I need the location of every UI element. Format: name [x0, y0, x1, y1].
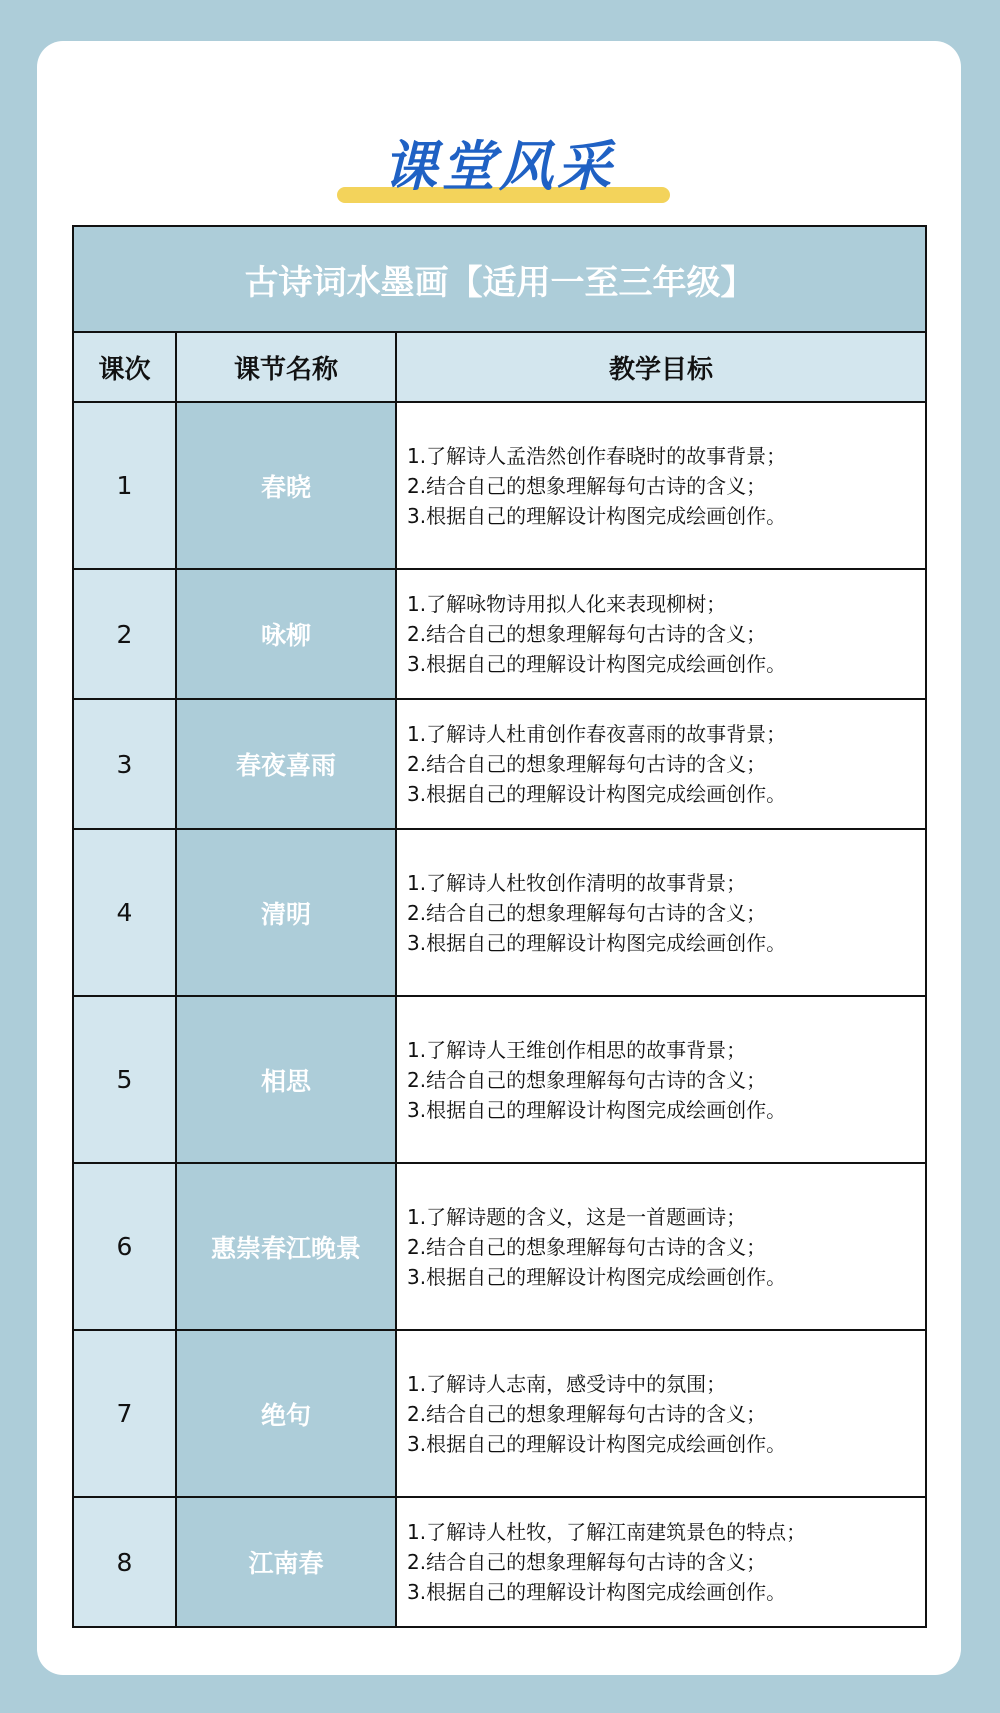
- goal-line: 2.结合自己的想象理解每句古诗的含义；: [407, 1234, 767, 1259]
- column-header-goals: 教学目标: [396, 332, 926, 402]
- table-row: [73, 699, 926, 829]
- lesson-name: 惠崇春江晚景: [176, 1163, 396, 1330]
- goal-line: 1.了解诗人杜牧创作清明的故事背景；: [407, 870, 747, 895]
- lesson-goals: [396, 402, 926, 569]
- lesson-number: 3: [73, 699, 176, 829]
- goal-line: 3.根据自己的理解设计构图完成绘画创作。: [407, 1431, 787, 1456]
- goal-line: 2.结合自己的想象理解每句古诗的含义；: [407, 473, 767, 498]
- course-table: [72, 225, 927, 1628]
- lesson-number: 2: [73, 569, 176, 699]
- table-row: [73, 402, 926, 569]
- table-title-row: [73, 226, 926, 332]
- goal-line: 2.结合自己的想象理解每句古诗的含义；: [407, 1067, 767, 1092]
- table-row: [73, 829, 926, 996]
- lesson-goals: [396, 569, 926, 699]
- goal-line: 3.根据自己的理解设计构图完成绘画创作。: [407, 1264, 787, 1289]
- page-title: 课堂风采: [383, 135, 615, 198]
- table-title: 古诗词水墨画【适用一至三年级】: [73, 226, 926, 332]
- table-row: [73, 569, 926, 699]
- lesson-goals: [396, 996, 926, 1163]
- goal-line: 3.根据自己的理解设计构图完成绘画创作。: [407, 503, 787, 528]
- goal-line: 1.了解诗人孟浩然创作春晓时的故事背景；: [407, 443, 787, 468]
- lesson-goals: [396, 1163, 926, 1330]
- goal-line: 2.结合自己的想象理解每句古诗的含义；: [407, 1401, 767, 1426]
- lesson-name: 春夜喜雨: [176, 699, 396, 829]
- column-header-lesson: 课次: [73, 332, 176, 402]
- goal-line: 2.结合自己的想象理解每句古诗的含义；: [407, 622, 767, 646]
- goal-line: 1.了解诗人王维创作相思的故事背景；: [407, 1037, 747, 1062]
- lesson-name: 绝句: [176, 1330, 396, 1497]
- goal-line: 2.结合自己的想象理解每句古诗的含义；: [407, 900, 767, 925]
- lesson-number: 5: [73, 996, 176, 1163]
- goal-line: 3.根据自己的理解设计构图完成绘画创作。: [407, 1097, 787, 1122]
- table-row: [73, 1497, 926, 1627]
- lesson-goals: [396, 1330, 926, 1497]
- lesson-goals: [396, 699, 926, 829]
- goal-line: 3.根据自己的理解设计构图完成绘画创作。: [407, 930, 787, 955]
- lesson-name: 春晓: [176, 402, 396, 569]
- goal-line: 2.结合自己的想象理解每句古诗的含义；: [407, 752, 767, 776]
- lesson-goals: [396, 1497, 926, 1627]
- table-header-row: [73, 332, 926, 402]
- lesson-number: 6: [73, 1163, 176, 1330]
- column-header-name: 课节名称: [176, 332, 396, 402]
- goal-line: 1.了解诗人杜甫创作春夜喜雨的故事背景；: [407, 722, 787, 746]
- lesson-name: 相思: [176, 996, 396, 1163]
- goal-line: 3.根据自己的理解设计构图完成绘画创作。: [407, 782, 787, 806]
- lesson-name: 咏柳: [176, 569, 396, 699]
- goal-line: 2.结合自己的想象理解每句古诗的含义；: [407, 1550, 767, 1574]
- goal-line: 1.了解诗题的含义，这是一首题画诗；: [407, 1204, 747, 1229]
- lesson-name: 清明: [176, 829, 396, 996]
- section-heading: [37, 101, 961, 211]
- lesson-name: 江南春: [176, 1497, 396, 1627]
- goal-line: 3.根据自己的理解设计构图完成绘画创作。: [407, 652, 787, 676]
- goal-line: 1.了解诗人杜牧，了解江南建筑景色的特点；: [407, 1520, 807, 1544]
- goal-line: 3.根据自己的理解设计构图完成绘画创作。: [407, 1580, 787, 1604]
- lesson-number: 7: [73, 1330, 176, 1497]
- lesson-number: 4: [73, 829, 176, 996]
- table-row: [73, 996, 926, 1163]
- lesson-number: 8: [73, 1497, 176, 1627]
- lesson-number: 1: [73, 402, 176, 569]
- lesson-goals: [396, 829, 926, 996]
- table-row: [73, 1330, 926, 1497]
- goal-line: 1.了解咏物诗用拟人化来表现柳树；: [407, 592, 727, 616]
- goal-line: 1.了解诗人志南，感受诗中的氛围；: [407, 1371, 727, 1396]
- content-card: [37, 41, 961, 1675]
- table-row: [73, 1163, 926, 1330]
